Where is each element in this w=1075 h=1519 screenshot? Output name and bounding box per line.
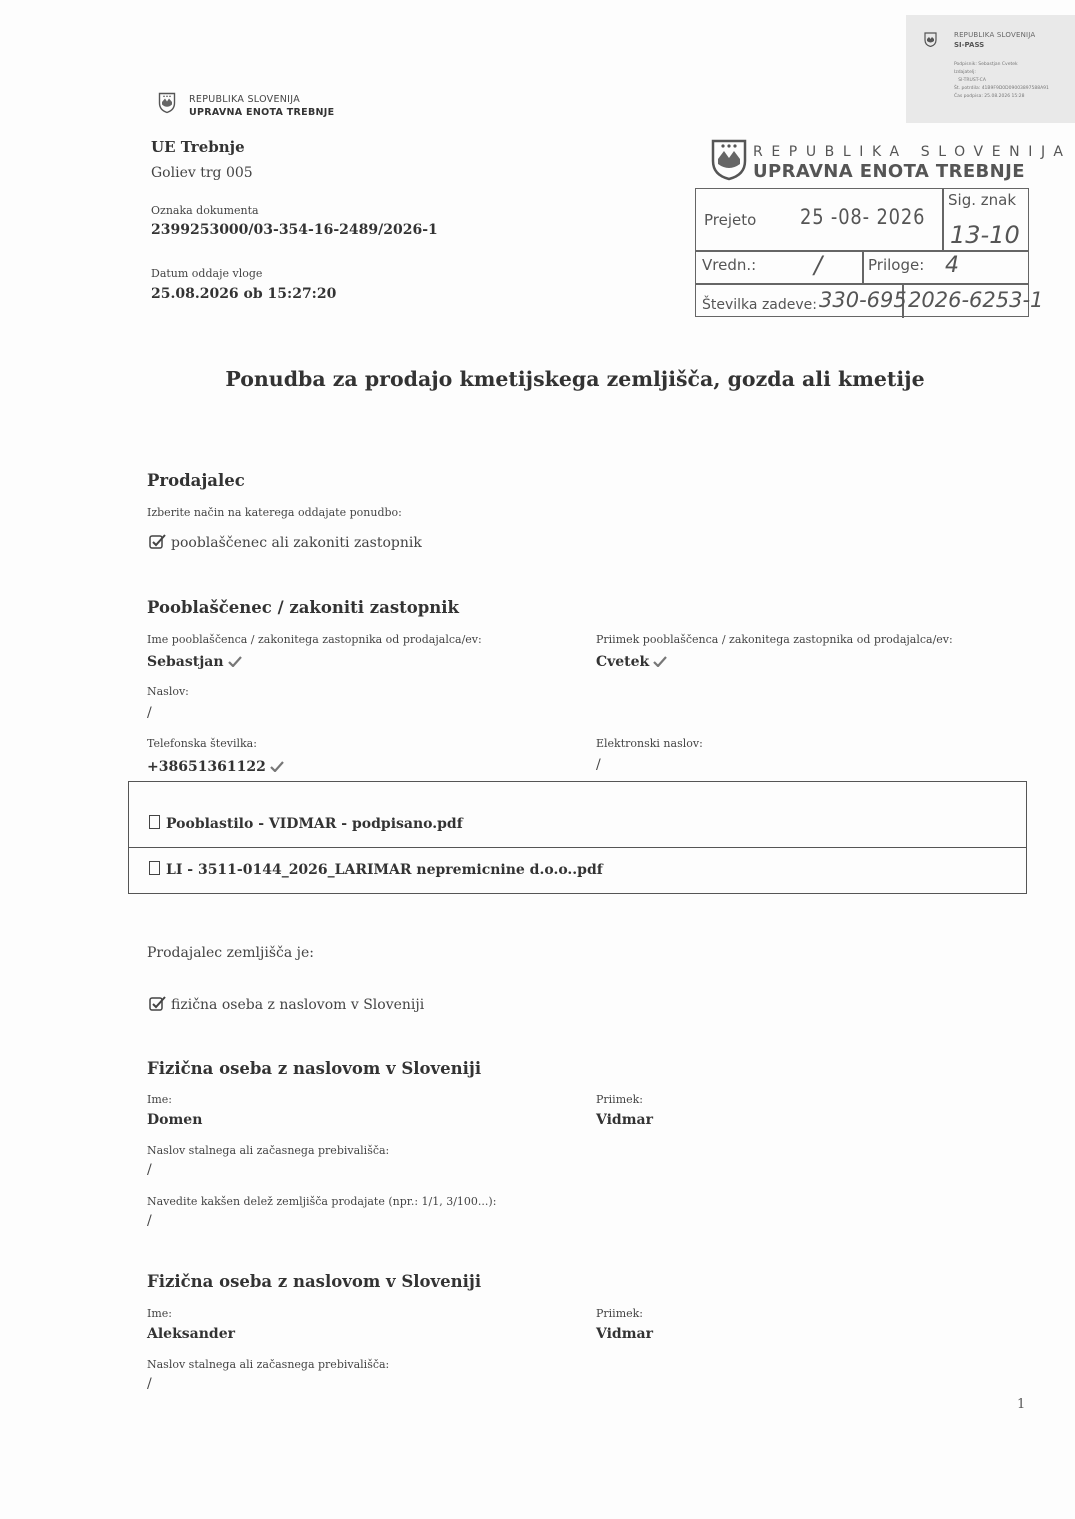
received-date: 25 -08- 2026 xyxy=(800,205,926,229)
rep-first-name-value: Sebastjan xyxy=(147,654,224,670)
person-first-name: Aleksander xyxy=(147,1326,235,1342)
org-address: Goliev trg 005 xyxy=(151,165,253,181)
check-icon xyxy=(653,656,667,667)
rep-phone xyxy=(147,759,284,775)
org-name: UE Trebnje xyxy=(151,138,245,156)
doc-id-label: Oznaka dokumenta xyxy=(151,204,259,217)
reception-stamp xyxy=(695,188,1044,317)
check-icon xyxy=(270,761,284,772)
mode-choice-label: pooblaščenec ali zakoniti zastopnik xyxy=(171,535,422,551)
rep-first-name-label: Ime pooblaščenca / zakonitega zastopnika od prodajalca/ev: xyxy=(147,633,482,646)
person-heading: Fizična oseba z naslovom v Sloveniji xyxy=(147,1272,482,1291)
representative-heading: Pooblaščenec / zakoniti zastopnik xyxy=(147,598,459,617)
attachment-name: Pooblastilo - VIDMAR - podpisano.pdf xyxy=(166,816,463,832)
sig-value: 13-10 xyxy=(950,221,1020,249)
rep-first-name xyxy=(147,654,242,670)
attachment-item[interactable] xyxy=(149,815,463,832)
person-share-label: Navedite kakšen delež zemljišča prodajate (npr.: 1/1, 3/100...): xyxy=(147,1195,497,1208)
file-icon xyxy=(149,815,160,829)
person-last-name-label: Priimek: xyxy=(596,1093,644,1106)
submit-date-value: 25.08.2026 ob 15:27:20 xyxy=(151,286,337,302)
case-value-part1: 330-695 xyxy=(819,288,907,312)
page-number: 1 xyxy=(1017,1397,1026,1412)
digital-signature-box xyxy=(906,15,1075,123)
land-seller-choice: fizična oseba z naslovom v Sloveniji xyxy=(171,997,425,1013)
person-address-value: / xyxy=(147,1162,152,1178)
land-seller-label: Prodajalec zemljišča je: xyxy=(147,945,314,961)
document-title: Ponudba za prodajo kmetijskega zemljišča, gozda ali kmetije xyxy=(225,367,925,391)
case-value-part2: 2026-6253-1 xyxy=(908,288,1044,312)
received-label: Prejeto xyxy=(704,211,757,229)
person-last-name: Vidmar xyxy=(596,1326,653,1342)
rep-last-name xyxy=(596,654,667,670)
sipass-republic: REPUBLIKA SLOVENIJA xyxy=(954,31,1036,39)
case-label: Številka zadeve: xyxy=(702,297,817,313)
attach-value: 4 xyxy=(945,253,959,278)
value-label: Vredn.: xyxy=(702,256,757,274)
sig-label: Sig. znak xyxy=(948,191,1017,209)
person-first-name-label: Ime: xyxy=(147,1307,172,1320)
person-address-label: Naslov stalnega ali začasnega prebivališča: xyxy=(147,1144,390,1157)
seller-heading: Prodajalec xyxy=(147,471,245,490)
value-value: / xyxy=(814,251,823,279)
person-address-value: / xyxy=(147,1376,152,1392)
submit-date-label: Datum oddaje vloge xyxy=(151,267,263,280)
check-icon xyxy=(228,656,242,667)
header-republic: REPUBLIKA SLOVENIJA xyxy=(189,94,301,105)
stamp-unit: UPRAVNA ENOTA TREBNJE xyxy=(753,161,1025,182)
person-last-name-label: Priimek: xyxy=(596,1307,644,1320)
coat-of-arms-icon xyxy=(924,32,937,47)
rep-phone-value: +38651361122 xyxy=(147,759,266,775)
person-share-value: / xyxy=(147,1213,152,1229)
checkbox-checked-icon xyxy=(149,534,166,549)
header-unit: UPRAVNA ENOTA TREBNJE xyxy=(189,107,335,118)
checkbox-checked-icon xyxy=(149,996,166,1011)
person-first-name-label: Ime: xyxy=(147,1093,172,1106)
coat-of-arms-icon xyxy=(158,92,176,114)
rep-email-value: / xyxy=(596,757,601,773)
rep-last-name-value: Cvetek xyxy=(596,654,650,670)
rep-email-label: Elektronski naslov: xyxy=(596,737,703,750)
rep-phone-label: Telefonska številka: xyxy=(147,737,257,750)
person-last-name: Vidmar xyxy=(596,1112,653,1128)
stamp-republic: REPUBLIKA SLOVENIJA xyxy=(753,144,1072,160)
file-icon xyxy=(149,861,160,875)
attachments-list xyxy=(128,781,1027,894)
sipass-title: SI-PASS xyxy=(954,41,985,49)
mode-checkbox xyxy=(149,534,422,551)
attachment-name: LI - 3511-0144_2026_LARIMAR nepremicnine d.o.o..pdf xyxy=(166,862,603,878)
stamp-coat-of-arms-icon xyxy=(711,139,747,181)
sipass-details: Podpisnik: Sebastjan Cvetek Izdajatelj: SI-TRUST-CA Št. potrdila: 41B9F9D0D09003897588A91 Čas podpisa: 25.08.2026 15:28 xyxy=(954,62,1049,99)
attach-label: Priloge: xyxy=(868,256,925,274)
rep-address-label: Naslov: xyxy=(147,685,189,698)
rep-address-value: / xyxy=(147,705,152,721)
rep-last-name-label: Priimek pooblaščenca / zakonitega zastopnika od prodajalca/ev: xyxy=(596,633,953,646)
attachment-item[interactable] xyxy=(149,861,603,878)
divider xyxy=(129,847,1026,848)
doc-id-value: 2399253000/03-354-16-2489/2026-1 xyxy=(151,222,438,238)
person-address-label: Naslov stalnega ali začasnega prebivališča: xyxy=(147,1358,390,1371)
person-first-name: Domen xyxy=(147,1112,203,1128)
person-heading: Fizična oseba z naslovom v Sloveniji xyxy=(147,1059,482,1078)
choose-mode-label: Izberite način na katerega oddajate ponudbo: xyxy=(147,506,402,519)
land-seller-checkbox xyxy=(149,996,424,1013)
